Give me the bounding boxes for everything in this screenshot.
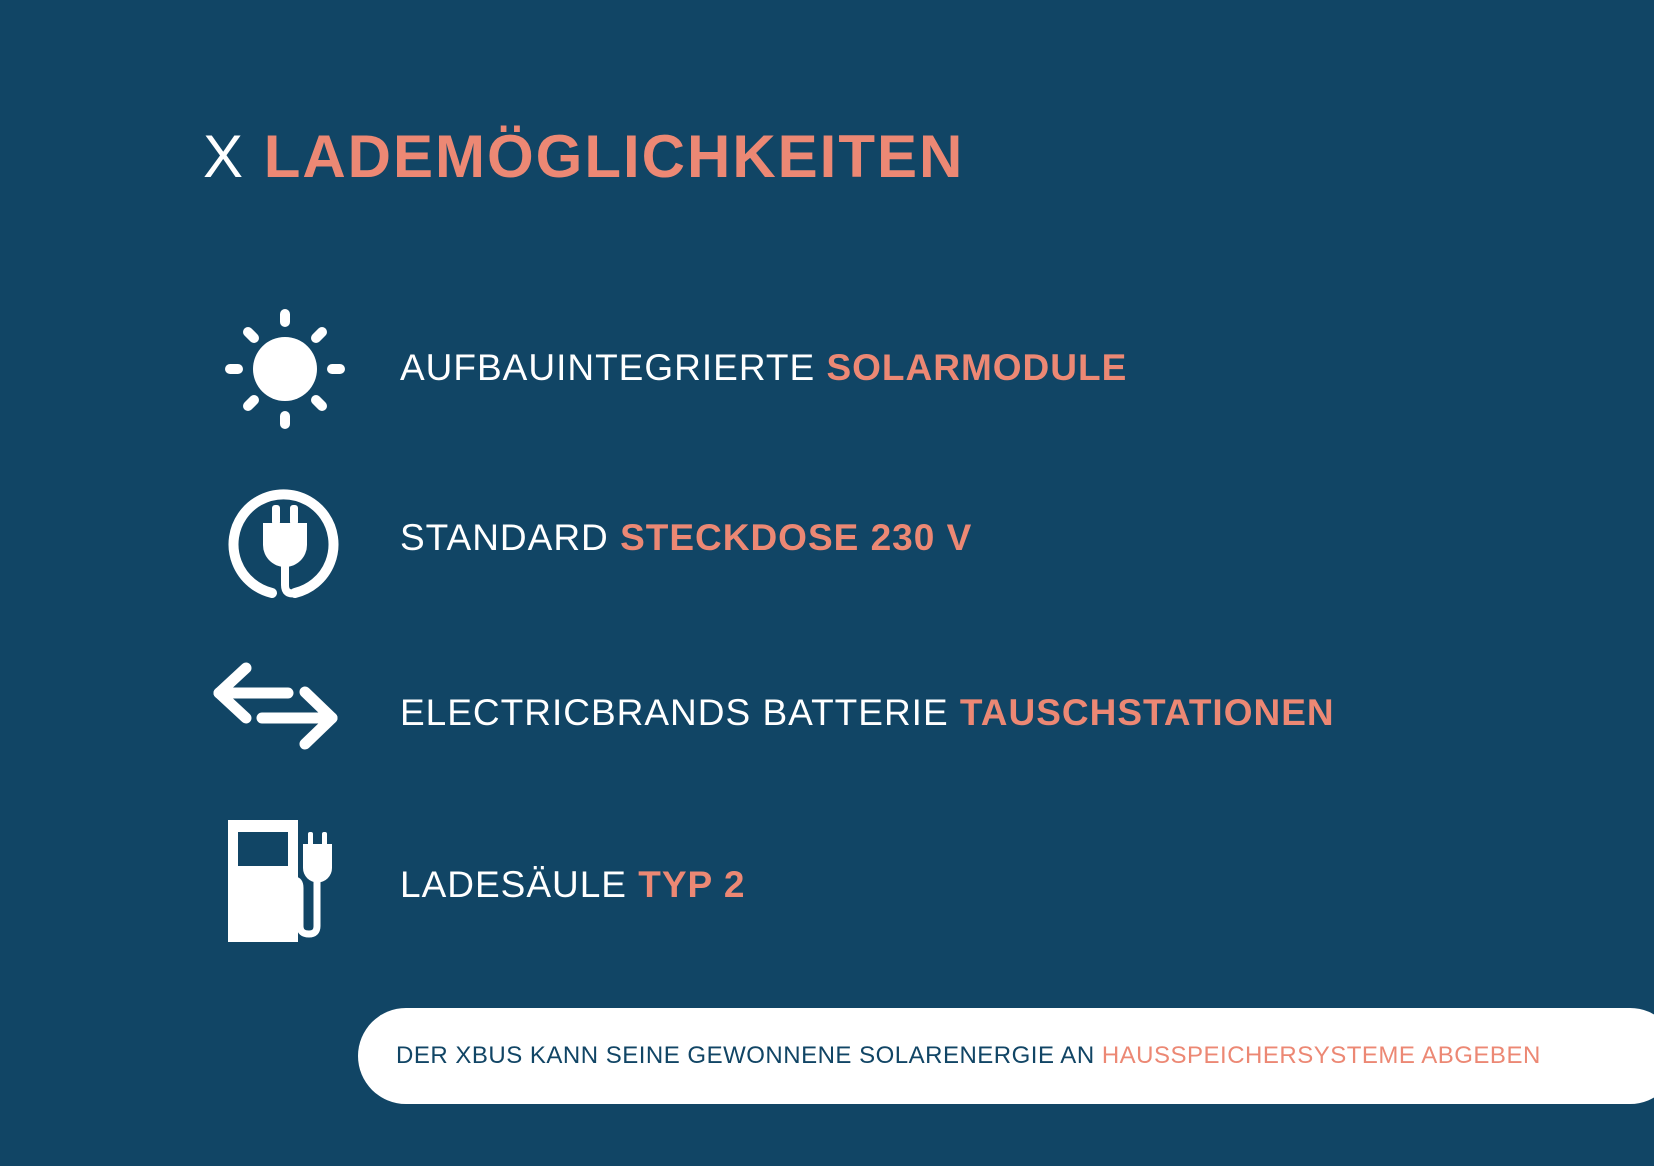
feature-highlight: TAUSCHSTATIONEN (959, 692, 1335, 733)
footer-highlight: HAUSSPEICHERSYSTEME ABGEBEN (1101, 1042, 1541, 1069)
title-main: LADEMÖGLICHKEITEN (263, 123, 965, 190)
feature-swap-text (400, 692, 1335, 734)
page-title (203, 122, 964, 192)
feature-highlight: TYP 2 (638, 864, 746, 905)
swap-arrows-icon (210, 648, 360, 778)
feature-label: AUFBAUINTEGRIERTE (400, 347, 816, 388)
feature-charging-station (210, 820, 1460, 950)
feature-swap-stations (210, 648, 1460, 778)
feature-socket-text (400, 517, 972, 559)
feature-highlight: STECKDOSE 230 V (620, 517, 973, 558)
feature-label: ELECTRICBRANDS BATTERIE (400, 692, 949, 733)
plug-icon (210, 473, 360, 603)
feature-socket (210, 473, 1460, 603)
title-prefix: X (203, 123, 246, 190)
feature-solar (210, 303, 1460, 433)
footer-label: DER XBUS KANN SEINE GEWONNENE SOLARENERGIE AN (396, 1042, 1095, 1069)
feature-label: LADESÄULE (400, 864, 627, 905)
feature-station-text (400, 864, 745, 906)
feature-highlight: SOLARMODULE (826, 347, 1128, 388)
sun-icon (210, 303, 360, 433)
footer-banner (358, 1008, 1654, 1104)
feature-solar-text (400, 347, 1127, 389)
feature-label: STANDARD (400, 517, 609, 558)
charging-station-icon (210, 820, 360, 950)
footer-text (396, 1042, 1541, 1070)
